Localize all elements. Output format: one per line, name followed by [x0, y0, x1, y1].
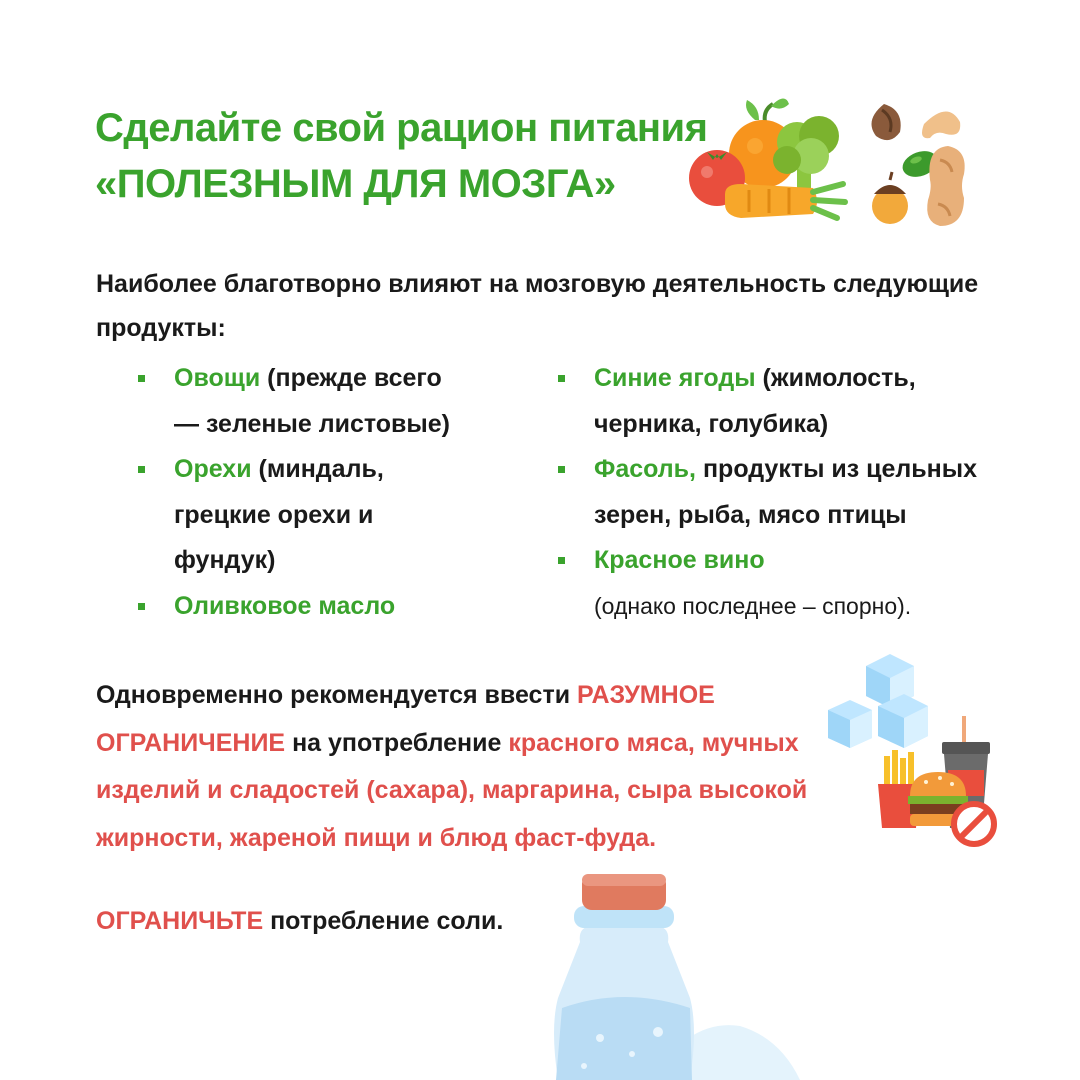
item-highlight: Синие ягоды [594, 364, 756, 392]
bullet-icon [138, 603, 145, 610]
left-food-list [138, 356, 468, 629]
intro-text: Наиболее благотворно влияют на мозговую деятельность следующие продукты: [96, 270, 979, 342]
list-item [138, 584, 468, 630]
restriction-highlight: РАЗУМНОЕ ОГРАНИЧЕНИЕ [96, 681, 715, 757]
page-title [95, 100, 707, 212]
item-text: (прежде всего — зеленые листовые) [174, 364, 450, 438]
item-text: продукты из цельных зерен, рыба, мясо птицы [594, 455, 978, 529]
nuts-beans-icon [860, 100, 970, 230]
salt-restriction [96, 898, 503, 945]
bullet-icon [558, 375, 565, 382]
right-food-list [558, 356, 1008, 629]
bullet-icon [558, 466, 565, 473]
list-item [138, 447, 468, 584]
item-note: (однако последнее – спорно). [594, 592, 912, 619]
item-highlight: Овощи [174, 364, 261, 392]
list-item [138, 356, 468, 447]
list-item [558, 447, 1008, 538]
salt-bottle-icon [540, 868, 800, 1080]
restriction-text-2: на употребление [285, 728, 509, 757]
title-line-2: «ПОЛЕЗНЫМ ДЛЯ МОЗГА» [95, 162, 616, 206]
item-text: (жимолость, черника, голубика) [594, 364, 916, 438]
item-highlight: Орехи [174, 455, 252, 483]
item-text: (миндаль, грецкие орехи и фундук) [174, 455, 384, 574]
bullet-icon [138, 375, 145, 382]
list-item [558, 356, 1008, 447]
title-line-1: Сделайте свой рацион питания [95, 106, 708, 150]
salt-highlight: ОГРАНИЧЬТЕ [96, 907, 264, 935]
bullet-icon [138, 466, 145, 473]
junk-food-sugar-icon [822, 652, 1012, 848]
restricted-foods: красного мяса, мучных изделий и сладостей (сахара), маргарина, сыра высокой жирности, жареной пищи и блюд фаст-фуда. [96, 728, 808, 852]
restriction-paragraph [96, 672, 841, 862]
item-highlight: Оливковое масло [174, 591, 396, 620]
restriction-text-1: Одновременно рекомендуется ввести [96, 681, 578, 709]
item-highlight: Фасоль, [594, 455, 696, 483]
vegetables-icon [685, 92, 850, 242]
salt-text: потребление соли. [263, 907, 504, 935]
bullet-icon [558, 557, 565, 564]
list-item [558, 538, 1008, 629]
item-highlight: Красное вино [594, 546, 765, 574]
